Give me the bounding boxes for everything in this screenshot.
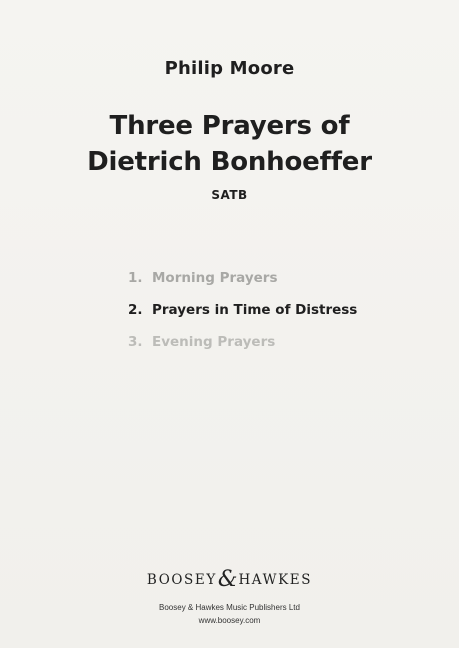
publisher-name: Boosey & Hawkes Music Publishers Ltd [159, 603, 300, 612]
publisher-logo-ampersand: & [217, 567, 238, 592]
publisher-logo-left: BOOSEY [146, 572, 217, 588]
publisher-logo [0, 567, 459, 592]
work-title [0, 108, 459, 180]
contents-item-morning-prayers [128, 268, 357, 300]
publisher-logo-right: HAWKES [238, 572, 313, 588]
work-title-line-2: Dietrich Bonhoeffer [87, 147, 372, 177]
composer-name: Philip Moore [164, 58, 295, 79]
contents-item-number: 3. [128, 334, 143, 350]
contents-item-evening-prayers [128, 332, 357, 364]
contents-item-title: Prayers in Time of Distress [152, 302, 358, 318]
publisher-website: www.boosey.com [198, 616, 261, 625]
contents-list [128, 268, 357, 364]
contents-item-prayers-in-distress [128, 300, 357, 332]
contents-item-number: 1. [128, 270, 143, 286]
contents-item-title: Evening Prayers [152, 334, 276, 350]
voicing-label: SATB [211, 188, 248, 202]
work-title-line-1: Three Prayers of [109, 111, 350, 141]
contents-item-number: 2. [128, 302, 143, 318]
contents-item-title: Morning Prayers [152, 270, 278, 286]
